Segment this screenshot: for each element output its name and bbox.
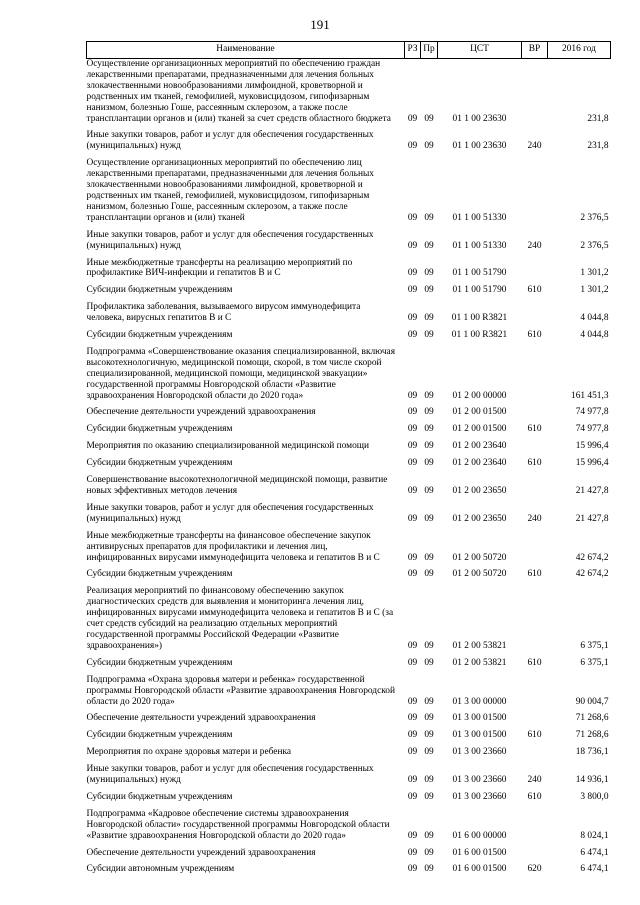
table-row: [87, 407, 611, 424]
row-name: Субсидии бюджетным учреждениям: [86, 424, 233, 435]
row-pr: 09: [424, 864, 434, 875]
row-sum: 14 936,1: [575, 775, 609, 786]
row-cst: 01 1 00 51330: [452, 240, 507, 251]
row-rz: 09: [407, 285, 418, 296]
row-sum: 1 301,2: [580, 285, 609, 296]
row-pr: 09: [424, 113, 434, 124]
row-cst: 01 1 00 23630: [452, 141, 507, 152]
row-name: Осуществление организационных мероприятий по обеспечению граждан лекарственными препаратами, предназначенными для лечения больных злокачественными новообразованиями лимфоидной, кроветворной и родственных им тканей, гемофилией, муковисцидозом, гипофизарным нанизмом, болезнью Гоше, рассеянным склерозом, а также после трансплантации органов и (или) тканей за счет средств областного бюджета: [86, 59, 391, 124]
table-row: [87, 285, 611, 302]
row-pr: 09: [424, 569, 434, 580]
row-sum: 6 375,1: [580, 640, 609, 651]
row-pr: 09: [424, 552, 434, 563]
row-name: Иные межбюджетные трансферты на финансовое обеспечение закупок антивирусных препаратов для профилактики и лечения лиц, инфицированных вирусами иммунодефицита человека и гепатитов В и С: [86, 530, 380, 563]
row-name: Субсидии автономным учреждениям: [86, 864, 235, 875]
row-rz: 09: [407, 791, 418, 802]
row-pr: 09: [424, 212, 434, 223]
row-vr: [522, 407, 548, 424]
row-pr: 09: [424, 696, 434, 707]
row-pr: 09: [424, 424, 434, 435]
row-pr: 09: [424, 730, 434, 741]
row-rz: 09: [407, 240, 418, 251]
row-name: Мероприятия по охране здоровья матери и ребенка: [86, 747, 292, 758]
row-rz: 09: [407, 775, 418, 786]
row-cst: 01 2 00 00000: [452, 390, 507, 401]
row-cst: 01 2 00 23640: [452, 458, 507, 469]
row-rz: 09: [407, 212, 418, 223]
row-sum: 74 977,8: [575, 407, 609, 418]
table-row: [87, 864, 611, 881]
row-name: Осуществление организационных мероприятий по обеспечению лиц лекарственными препаратами, предназначенными для лечения больных злокачественными новообразованиями лимфоидной, кроветворной и родственных им тканей, гемофилией, муковисцидозом, гипофизарным нанизмом, болезнью Гоше, рассеянным склерозом, а также после трансплантации органов и (или) тканей: [86, 158, 374, 223]
row-cst: 01 6 00 00000: [452, 830, 507, 841]
row-vr: [522, 347, 548, 408]
row-name: Субсидии бюджетным учреждениям: [86, 730, 233, 741]
row-vr: [522, 441, 548, 458]
row-cst: 01 6 00 01500: [452, 864, 507, 875]
row-name: Иные закупки товаров, работ и услуг для обеспечения государственных (муниципальных) нужд: [86, 229, 374, 251]
header-cst: ЦСТ: [438, 42, 522, 59]
row-pr: 09: [424, 141, 434, 152]
row-pr: 09: [424, 407, 434, 418]
row-sum: 231,8: [587, 113, 609, 124]
table-row: [87, 531, 611, 570]
table-row: [87, 302, 611, 330]
row-cst: 01 2 00 53821: [452, 640, 507, 651]
row-name: Субсидии бюджетным учреждениям: [86, 458, 233, 469]
row-pr: 09: [424, 640, 434, 651]
row-cst: 01 2 00 01500: [452, 407, 507, 418]
row-vr: 240: [527, 240, 542, 251]
row-sum: 3 800,0: [580, 791, 609, 802]
row-rz: 09: [407, 713, 418, 724]
row-vr: 610: [527, 657, 542, 668]
table-row: [87, 569, 611, 586]
row-rz: 09: [407, 390, 418, 401]
header-name: Наименование: [87, 42, 405, 59]
row-pr: 09: [424, 830, 434, 841]
table-row: [87, 441, 611, 458]
row-sum: 90 004,7: [575, 696, 609, 707]
table-row: [87, 230, 611, 258]
row-sum: 6 474,1: [580, 864, 609, 875]
row-vr: [522, 586, 548, 657]
row-name: Подпрограмма «Охрана здоровья матери и ребенка» государственной программы Новгородской области «Развитие здравоохранения Новгородской области до 2020 года»: [86, 674, 396, 707]
row-pr: 09: [424, 268, 434, 279]
table-row: [87, 347, 611, 408]
table-row: [87, 458, 611, 475]
row-pr: 09: [424, 847, 434, 858]
row-pr: 09: [424, 390, 434, 401]
row-pr: 09: [424, 285, 434, 296]
table-body: [87, 59, 611, 882]
row-name: Подпрограмма «Кадровое обеспечение системы здравоохранения Новгородской области» государственной программы Новгородской области «Развитие здравоохранения Новгородской области до 2020 года»: [86, 808, 390, 841]
row-sum: 1 301,2: [580, 268, 609, 279]
row-rz: 09: [407, 640, 418, 651]
row-vr: 620: [527, 864, 542, 875]
row-name: Реализация мероприятий по финансовому обеспечению закупок диагностических средств для выявления и мониторинга лечения лиц, инфицированных вирусами иммунодефицита человека и гепатитов В и С (за счет средств субсидий на реализацию отдельных мероприятий государственной программы Российской Федерации «Развитие здравоохранения»): [86, 586, 394, 651]
row-pr: 09: [424, 791, 434, 802]
row-cst: 01 2 00 50720: [452, 552, 507, 563]
row-cst: 01 1 00 51790: [452, 268, 507, 279]
table-row: [87, 713, 611, 730]
row-vr: [522, 158, 548, 229]
row-sum: 21 427,8: [575, 513, 609, 524]
row-sum: 74 977,8: [575, 424, 609, 435]
row-cst: 01 1 00 51790: [452, 285, 507, 296]
row-vr: 610: [527, 730, 542, 741]
row-rz: 09: [407, 696, 418, 707]
row-pr: 09: [424, 513, 434, 524]
row-name: Обеспечение деятельности учреждений здравоохранения: [86, 847, 316, 858]
row-vr: 240: [527, 513, 542, 524]
row-name: Субсидии бюджетным учреждениям: [86, 791, 233, 802]
table-row: [87, 258, 611, 286]
row-vr: [522, 713, 548, 730]
row-cst: 01 2 00 53821: [452, 657, 507, 668]
table-row: [87, 424, 611, 441]
row-sum: 6 474,1: [580, 847, 609, 858]
row-vr: [522, 475, 548, 503]
row-vr: [522, 675, 548, 714]
row-cst: 01 3 00 01500: [452, 713, 507, 724]
row-rz: 09: [407, 424, 418, 435]
row-rz: 09: [407, 830, 418, 841]
row-rz: 09: [407, 552, 418, 563]
row-sum: 42 674,2: [575, 552, 609, 563]
row-vr: [522, 531, 548, 570]
table-row: [87, 503, 611, 531]
row-cst: 01 1 00 R3821: [451, 330, 508, 341]
row-rz: 09: [407, 847, 418, 858]
table-row: [87, 730, 611, 747]
row-cst: 01 2 00 23640: [452, 441, 507, 452]
row-name: Иные закупки товаров, работ и услуг для обеспечения государственных (муниципальных) нужд: [86, 764, 374, 786]
row-vr: 610: [527, 458, 542, 469]
row-sum: 2 376,5: [580, 212, 609, 223]
row-pr: 09: [424, 458, 434, 469]
table-row: [87, 675, 611, 714]
row-pr: 09: [424, 775, 434, 786]
row-vr: 240: [527, 141, 542, 152]
row-cst: 01 3 00 23660: [452, 747, 507, 758]
table-row: [87, 792, 611, 809]
row-sum: 4 044,8: [580, 330, 609, 341]
page-number: 191: [310, 17, 330, 32]
row-cst: 01 6 00 01500: [452, 847, 507, 858]
row-sum: 6 375,1: [580, 657, 609, 668]
row-name: Субсидии бюджетным учреждениям: [86, 330, 233, 341]
row-sum: 2 376,5: [580, 240, 609, 251]
row-pr: 09: [424, 747, 434, 758]
row-name: Обеспечение деятельности учреждений здравоохранения: [86, 713, 316, 724]
row-name: Иные закупки товаров, работ и услуг для обеспечения государственных (муниципальных) нужд: [86, 502, 374, 524]
row-name: Иные межбюджетные трансферты на реализацию мероприятий по профилактике ВИЧ-инфекции и гепатитов В и С: [86, 257, 353, 279]
row-pr: 09: [424, 330, 434, 341]
row-rz: 09: [407, 730, 418, 741]
row-vr: [522, 809, 548, 848]
row-sum: 18 736,1: [575, 747, 609, 758]
header-sum: 2016 год: [548, 42, 611, 59]
row-rz: 09: [407, 486, 418, 496]
row-pr: 09: [424, 240, 434, 251]
table-row: [87, 747, 611, 764]
row-rz: 09: [407, 268, 418, 279]
row-rz: 09: [407, 113, 418, 124]
row-rz: 09: [407, 747, 418, 758]
row-rz: 09: [407, 141, 418, 152]
header-vr: ВР: [522, 42, 548, 59]
row-rz: 09: [407, 441, 418, 452]
row-rz: 09: [407, 313, 418, 324]
row-vr: 610: [527, 424, 542, 435]
row-cst: 01 1 00 51330: [452, 212, 507, 223]
row-name: Субсидии бюджетным учреждениям: [86, 657, 233, 668]
row-rz: 09: [407, 330, 418, 341]
row-sum: 8 024,1: [580, 830, 609, 841]
row-rz: 09: [407, 864, 418, 875]
row-cst: 01 2 00 50720: [452, 569, 507, 580]
row-sum: 71 268,6: [575, 713, 609, 724]
row-sum: 71 268,6: [575, 730, 609, 741]
row-name: Иные закупки товаров, работ и услуг для обеспечения государственных (муниципальных) нужд: [86, 130, 374, 152]
row-cst: 01 2 00 23650: [452, 513, 507, 524]
table-row: [87, 130, 611, 158]
header-pr: Пр: [421, 42, 438, 59]
row-vr: [522, 302, 548, 330]
table-row: [87, 809, 611, 848]
row-sum: 15 996,4: [575, 441, 609, 452]
row-sum: 15 996,4: [575, 458, 609, 469]
table-row: [87, 330, 611, 347]
row-cst: 01 1 00 R3821: [451, 313, 508, 324]
row-name: Профилактика заболевания, вызываемого вирусом иммунодефицита человека, вирусных гепатитов В и С: [86, 302, 361, 324]
row-vr: 610: [527, 791, 542, 802]
row-cst: 01 1 00 23630: [452, 113, 507, 124]
row-vr: [522, 258, 548, 286]
row-cst: 01 2 00 01500: [452, 424, 507, 435]
row-vr: 240: [527, 775, 542, 786]
row-pr: 09: [424, 441, 434, 452]
table-row: [87, 848, 611, 865]
header-rz: РЗ: [405, 42, 421, 59]
row-vr: [522, 747, 548, 764]
table-header-row: [87, 42, 611, 59]
row-vr: [522, 59, 548, 131]
budget-table: [86, 41, 611, 881]
row-rz: 09: [407, 657, 418, 668]
table-row: [87, 158, 611, 229]
row-pr: 09: [424, 313, 434, 324]
row-cst: 01 3 00 23660: [452, 775, 507, 786]
table-row: [87, 475, 611, 503]
row-cst: 01 3 00 23660: [452, 791, 507, 802]
row-name: Субсидии бюджетным учреждениям: [86, 285, 233, 296]
row-cst: 01 2 00 23650: [452, 486, 507, 496]
row-rz: 09: [407, 407, 418, 418]
row-vr: 610: [527, 569, 542, 580]
table-row: [87, 658, 611, 675]
row-sum: 4 044,8: [580, 313, 609, 324]
row-vr: [522, 848, 548, 865]
row-cst: 01 3 00 00000: [452, 696, 507, 707]
row-name: Обеспечение деятельности учреждений здравоохранения: [86, 407, 316, 418]
row-name: Совершенствование высокотехнологичной медицинской помощи, развитие новых эффективных методов лечения: [86, 475, 388, 496]
row-pr: 09: [424, 486, 434, 496]
table-row: [87, 59, 611, 131]
row-vr: 610: [527, 285, 542, 296]
row-pr: 09: [424, 713, 434, 724]
row-sum: 42 674,2: [575, 569, 609, 580]
row-pr: 09: [424, 657, 434, 668]
row-sum: 21 427,8: [575, 486, 609, 496]
row-name: Подпрограмма «Совершенствование оказания специализированной, включая высокотехнологичную, медицинской помощи, скорой, в том числе скорой специализированной, медицинской помощи, медицинской эвакуации» государственной программы Новгородской области «Развитие здравоохранения Новгородской области до 2020 года»: [86, 346, 396, 401]
row-cst: 01 3 00 01500: [452, 730, 507, 741]
table-row: [87, 586, 611, 657]
row-rz: 09: [407, 513, 418, 524]
table-row: [87, 764, 611, 792]
row-vr: 610: [527, 330, 542, 341]
row-sum: 161 451,3: [571, 390, 609, 401]
row-rz: 09: [407, 569, 418, 580]
row-name: Субсидии бюджетным учреждениям: [86, 569, 233, 580]
row-name: Мероприятия по оказанию специализированной медицинской помощи: [86, 441, 370, 452]
row-sum: 231,8: [587, 141, 609, 152]
row-rz: 09: [407, 458, 418, 469]
